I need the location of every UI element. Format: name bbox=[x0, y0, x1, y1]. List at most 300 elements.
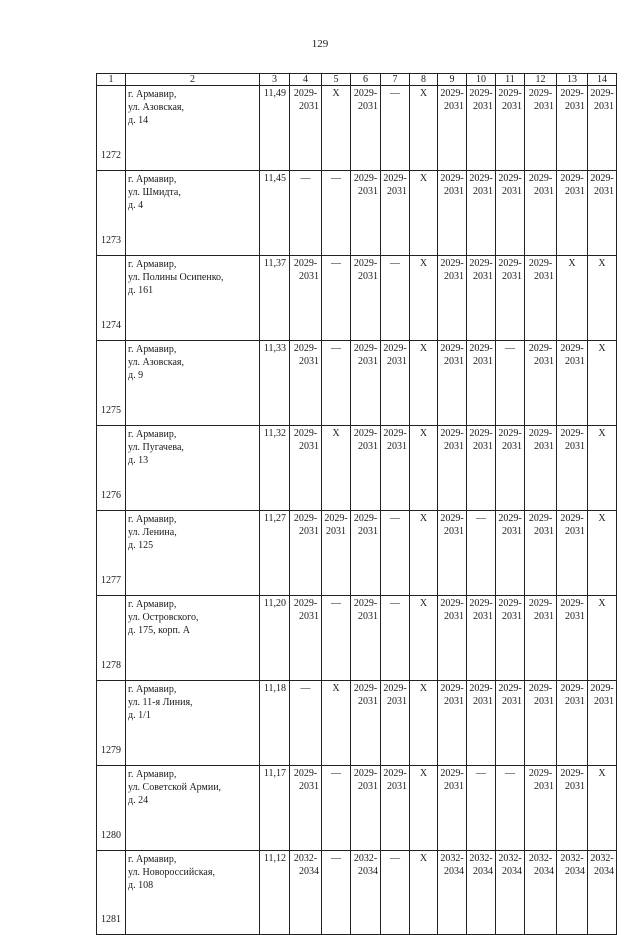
term-cell bbox=[467, 86, 496, 171]
term-value: 2031 bbox=[473, 101, 493, 112]
term-value: 2031 bbox=[565, 101, 585, 112]
term-value: — bbox=[476, 768, 486, 779]
term-value: 2031 bbox=[299, 101, 319, 112]
term-cell bbox=[322, 86, 351, 171]
area-cell: 11,12 bbox=[260, 851, 290, 935]
term-value: 2029- bbox=[353, 343, 378, 354]
term-cell bbox=[438, 256, 467, 341]
address-cell bbox=[126, 681, 260, 766]
term-value: 2032- bbox=[590, 853, 614, 864]
address-line: г. Армавир, bbox=[128, 429, 177, 440]
term-cell bbox=[467, 341, 496, 426]
address-line: г. Армавир, bbox=[128, 89, 177, 100]
term-cell bbox=[351, 341, 381, 426]
table-row bbox=[97, 851, 617, 935]
term-cell bbox=[496, 341, 525, 426]
address-line: г. Армавир, bbox=[128, 684, 177, 695]
term-cell bbox=[557, 256, 588, 341]
term-cell bbox=[290, 426, 322, 511]
term-value: Х bbox=[419, 513, 428, 524]
term-value: 2034 bbox=[534, 866, 554, 877]
address-line: ул. Азовская, bbox=[128, 102, 185, 113]
term-value: 2029- bbox=[469, 173, 493, 184]
term-cell bbox=[290, 341, 322, 426]
term-value: Х bbox=[419, 343, 428, 354]
term-cell bbox=[410, 596, 438, 681]
term-value: — bbox=[505, 343, 515, 354]
term-cell bbox=[351, 681, 381, 766]
term-cell bbox=[525, 511, 557, 596]
term-value: 2029- bbox=[353, 683, 378, 694]
term-value: 2029- bbox=[293, 343, 318, 354]
term-value: 2031 bbox=[358, 101, 378, 112]
term-value: 2031 bbox=[358, 611, 378, 622]
address-cell bbox=[126, 511, 260, 596]
table-row bbox=[97, 766, 617, 851]
term-cell bbox=[588, 851, 617, 935]
term-cell bbox=[290, 256, 322, 341]
term-value: 2031 bbox=[358, 271, 378, 282]
term-value: 2029- bbox=[560, 598, 584, 609]
term-cell bbox=[588, 596, 617, 681]
term-value: 2034 bbox=[358, 866, 378, 877]
term-value: Х bbox=[419, 853, 428, 864]
term-value: — bbox=[476, 513, 486, 524]
term-value: Х bbox=[598, 343, 606, 354]
term-value: 2032- bbox=[498, 853, 522, 864]
column-header: 14 bbox=[588, 74, 617, 86]
term-value: 2031 bbox=[534, 781, 554, 792]
table-row bbox=[97, 171, 617, 256]
term-value: 2031 bbox=[473, 186, 493, 197]
term-cell bbox=[467, 851, 496, 935]
term-cell bbox=[496, 511, 525, 596]
term-value: 2029- bbox=[293, 513, 318, 524]
term-value: 2031 bbox=[299, 781, 319, 792]
term-cell bbox=[322, 341, 351, 426]
term-value: 2031 bbox=[387, 781, 407, 792]
term-cell bbox=[438, 341, 467, 426]
term-value: 2031 bbox=[473, 271, 493, 282]
term-value: 2031 bbox=[594, 186, 614, 197]
term-value: 2029- bbox=[528, 88, 553, 99]
address-line: д. 4 bbox=[128, 200, 144, 211]
address-line: д. 1/1 bbox=[128, 710, 151, 721]
row-number: 1280 bbox=[97, 766, 126, 851]
term-cell bbox=[290, 851, 322, 935]
term-value: 2029- bbox=[528, 258, 553, 269]
term-value: 2029- bbox=[353, 768, 378, 779]
term-cell bbox=[381, 341, 410, 426]
term-cell bbox=[525, 341, 557, 426]
term-cell bbox=[351, 851, 381, 935]
term-cell bbox=[410, 86, 438, 171]
term-value: 2032- bbox=[560, 853, 584, 864]
address-line: д. 108 bbox=[128, 880, 154, 891]
column-header: 11 bbox=[496, 74, 525, 86]
term-value: 2031 bbox=[444, 186, 464, 197]
table-row bbox=[97, 256, 617, 341]
address-line: ул. Ленина, bbox=[128, 527, 177, 538]
term-value: 2032- bbox=[293, 853, 318, 864]
term-value: 2031 bbox=[444, 526, 464, 537]
address-line: г. Армавир, bbox=[128, 174, 177, 185]
column-header: 4 bbox=[290, 74, 322, 86]
term-value: 2031 bbox=[387, 186, 407, 197]
address-cell bbox=[126, 256, 260, 341]
term-value: 2031 bbox=[565, 186, 585, 197]
term-value: 2029- bbox=[498, 428, 522, 439]
term-value: 2029- bbox=[498, 173, 522, 184]
term-value: 2029- bbox=[590, 683, 614, 694]
term-value: — bbox=[331, 343, 341, 354]
column-header-row bbox=[97, 74, 617, 86]
term-value: 2031 bbox=[502, 441, 522, 452]
term-value: 2031 bbox=[358, 526, 378, 537]
term-cell bbox=[496, 851, 525, 935]
term-cell bbox=[467, 426, 496, 511]
term-cell bbox=[410, 426, 438, 511]
term-cell bbox=[410, 851, 438, 935]
term-cell bbox=[322, 596, 351, 681]
address-line: ул. Новороссийская, bbox=[128, 867, 215, 878]
term-value: 2031 bbox=[387, 441, 407, 452]
term-value: 2034 bbox=[502, 866, 522, 877]
term-value: 2029- bbox=[293, 258, 318, 269]
term-value: — bbox=[390, 258, 400, 269]
term-value: Х bbox=[598, 428, 606, 439]
address-cell bbox=[126, 86, 260, 171]
term-value: 2031 bbox=[444, 101, 464, 112]
address-line: д. 9 bbox=[128, 370, 144, 381]
term-cell bbox=[525, 596, 557, 681]
term-cell bbox=[557, 766, 588, 851]
term-cell bbox=[290, 511, 322, 596]
term-value: 2029- bbox=[383, 428, 407, 439]
term-value: 2031 bbox=[534, 186, 554, 197]
term-value: 2031 bbox=[444, 696, 464, 707]
term-value: 2031 bbox=[473, 611, 493, 622]
term-value: 2029- bbox=[560, 768, 584, 779]
term-value: 2031 bbox=[358, 186, 378, 197]
term-value: 2029-2031 bbox=[324, 513, 348, 537]
term-cell bbox=[290, 86, 322, 171]
term-cell bbox=[557, 596, 588, 681]
term-cell bbox=[351, 766, 381, 851]
term-cell bbox=[438, 596, 467, 681]
term-cell bbox=[410, 171, 438, 256]
term-value: 2029- bbox=[498, 88, 522, 99]
term-cell bbox=[467, 256, 496, 341]
term-value: Х bbox=[332, 88, 340, 99]
term-value: 2029- bbox=[469, 88, 493, 99]
term-cell bbox=[410, 511, 438, 596]
term-value: — bbox=[331, 173, 341, 184]
term-value: 2029- bbox=[353, 428, 378, 439]
term-cell bbox=[290, 596, 322, 681]
term-cell bbox=[438, 426, 467, 511]
term-value: 2029- bbox=[383, 343, 407, 354]
term-value: 2031 bbox=[444, 271, 464, 282]
column-header: 9 bbox=[438, 74, 467, 86]
column-header: 12 bbox=[525, 74, 557, 86]
term-value: Х bbox=[598, 768, 606, 779]
term-value: Х bbox=[419, 428, 428, 439]
term-value: Х bbox=[419, 683, 428, 694]
term-value: 2031 bbox=[502, 526, 522, 537]
term-cell bbox=[381, 766, 410, 851]
term-value: 2029- bbox=[440, 173, 464, 184]
term-value: 2029- bbox=[560, 88, 584, 99]
term-cell bbox=[557, 341, 588, 426]
term-cell bbox=[557, 171, 588, 256]
term-value: 2029- bbox=[469, 428, 493, 439]
address-line: д. 13 bbox=[128, 455, 149, 466]
term-value: 2029- bbox=[353, 88, 378, 99]
term-value: 2029- bbox=[469, 343, 493, 354]
term-cell bbox=[557, 681, 588, 766]
term-cell bbox=[322, 681, 351, 766]
address-line: ул. Азовская, bbox=[128, 357, 185, 368]
term-cell bbox=[438, 766, 467, 851]
term-value: Х bbox=[419, 258, 428, 269]
term-value: 2029- bbox=[353, 258, 378, 269]
term-value: 2029- bbox=[560, 683, 584, 694]
area-cell: 11,17 bbox=[260, 766, 290, 851]
term-cell bbox=[496, 596, 525, 681]
address-line: ул. Полины Осипенко, bbox=[128, 272, 224, 283]
term-value: 2031 bbox=[444, 781, 464, 792]
address-cell bbox=[126, 426, 260, 511]
term-value: 2031 bbox=[444, 356, 464, 367]
term-value: 2029- bbox=[528, 343, 553, 354]
term-cell bbox=[438, 86, 467, 171]
term-cell bbox=[438, 851, 467, 935]
term-value: 2031 bbox=[358, 696, 378, 707]
address-line: г. Армавир, bbox=[128, 259, 177, 270]
term-value: 2029- bbox=[560, 513, 584, 524]
term-value: 2031 bbox=[565, 356, 585, 367]
address-cell bbox=[126, 766, 260, 851]
term-cell bbox=[322, 511, 351, 596]
term-value: 2031 bbox=[299, 526, 319, 537]
term-value: 2031 bbox=[502, 611, 522, 622]
row-number: 1278 bbox=[97, 596, 126, 681]
term-cell bbox=[525, 681, 557, 766]
address-line: ул. 11-я Линия, bbox=[128, 697, 193, 708]
term-cell bbox=[496, 426, 525, 511]
table-row bbox=[97, 86, 617, 171]
row-number: 1273 bbox=[97, 171, 126, 256]
term-value: 2029- bbox=[528, 428, 553, 439]
term-value: 2034 bbox=[565, 866, 585, 877]
term-cell bbox=[410, 341, 438, 426]
term-value: 2031 bbox=[565, 441, 585, 452]
term-value: 2029- bbox=[293, 768, 318, 779]
address-line: г. Армавир, bbox=[128, 854, 177, 865]
row-number: 1275 bbox=[97, 341, 126, 426]
column-header: 7 bbox=[381, 74, 410, 86]
term-cell bbox=[467, 681, 496, 766]
term-cell bbox=[351, 511, 381, 596]
column-header: 13 bbox=[557, 74, 588, 86]
term-cell bbox=[588, 426, 617, 511]
term-value: 2029- bbox=[498, 513, 522, 524]
term-value: 2031 bbox=[565, 611, 585, 622]
term-cell bbox=[410, 256, 438, 341]
term-value: 2031 bbox=[444, 611, 464, 622]
term-cell bbox=[381, 426, 410, 511]
term-cell bbox=[290, 681, 322, 766]
term-value: 2031 bbox=[358, 356, 378, 367]
term-cell bbox=[588, 766, 617, 851]
term-cell bbox=[381, 681, 410, 766]
area-cell: 11,20 bbox=[260, 596, 290, 681]
term-cell bbox=[290, 766, 322, 851]
address-cell bbox=[126, 341, 260, 426]
address-line: д. 14 bbox=[128, 115, 149, 126]
address-line: г. Армавир, bbox=[128, 514, 177, 525]
term-value: 2031 bbox=[534, 611, 554, 622]
term-value: 2029- bbox=[590, 88, 614, 99]
term-value: 2029- bbox=[293, 598, 318, 609]
term-cell bbox=[588, 681, 617, 766]
address-line: г. Армавир, bbox=[128, 599, 177, 610]
term-value: 2029- bbox=[528, 598, 553, 609]
table-row bbox=[97, 341, 617, 426]
term-value: 2029- bbox=[469, 258, 493, 269]
term-cell bbox=[525, 766, 557, 851]
term-value: 2031 bbox=[299, 441, 319, 452]
term-value: 2029- bbox=[440, 513, 464, 524]
term-value: 2029- bbox=[353, 513, 378, 524]
term-value: 2031 bbox=[594, 696, 614, 707]
term-cell bbox=[322, 171, 351, 256]
term-value: — bbox=[390, 88, 400, 99]
term-cell bbox=[381, 511, 410, 596]
term-cell bbox=[381, 851, 410, 935]
term-cell bbox=[410, 766, 438, 851]
term-value: 2029- bbox=[353, 598, 378, 609]
column-header: 8 bbox=[410, 74, 438, 86]
term-value: 2029- bbox=[383, 768, 407, 779]
term-value: — bbox=[300, 683, 311, 694]
term-value: 2029- bbox=[440, 768, 464, 779]
term-value: 2032- bbox=[440, 853, 464, 864]
term-value: Х bbox=[598, 513, 606, 524]
term-cell bbox=[525, 86, 557, 171]
term-value: 2031 bbox=[502, 101, 522, 112]
term-value: Х bbox=[568, 258, 576, 269]
term-value: 2031 bbox=[387, 356, 407, 367]
term-value: 2034 bbox=[594, 866, 614, 877]
term-value: 2034 bbox=[444, 866, 464, 877]
address-line: д. 175, корп. А bbox=[128, 625, 191, 636]
term-value: Х bbox=[332, 428, 340, 439]
term-cell bbox=[290, 171, 322, 256]
term-value: 2029- bbox=[498, 598, 522, 609]
term-cell bbox=[381, 596, 410, 681]
term-cell bbox=[496, 171, 525, 256]
address-line: д. 125 bbox=[128, 540, 154, 551]
term-value: 2029- bbox=[293, 428, 318, 439]
term-value: 2031 bbox=[473, 441, 493, 452]
area-cell: 11,45 bbox=[260, 171, 290, 256]
term-value: 2029- bbox=[528, 513, 553, 524]
term-cell bbox=[588, 341, 617, 426]
table-row bbox=[97, 426, 617, 511]
term-value: 2029- bbox=[590, 173, 614, 184]
column-header: 6 bbox=[351, 74, 381, 86]
address-cell bbox=[126, 851, 260, 935]
register-table bbox=[96, 73, 617, 935]
term-value: 2032- bbox=[469, 853, 493, 864]
term-value: 2029- bbox=[528, 683, 553, 694]
term-cell bbox=[351, 426, 381, 511]
term-value: 2031 bbox=[534, 441, 554, 452]
term-value: — bbox=[300, 173, 311, 184]
term-value: 2029- bbox=[440, 88, 464, 99]
address-line: г. Армавир, bbox=[128, 344, 177, 355]
row-number: 1281 bbox=[97, 851, 126, 935]
term-cell bbox=[496, 86, 525, 171]
area-cell: 11,33 bbox=[260, 341, 290, 426]
term-cell bbox=[438, 511, 467, 596]
term-value: 2031 bbox=[534, 356, 554, 367]
term-cell bbox=[467, 511, 496, 596]
term-cell bbox=[322, 426, 351, 511]
term-cell bbox=[410, 681, 438, 766]
column-header: 5 bbox=[322, 74, 351, 86]
term-value: 2029- bbox=[440, 683, 464, 694]
term-value: — bbox=[505, 768, 515, 779]
term-value: 2031 bbox=[534, 526, 554, 537]
address-line: д. 24 bbox=[128, 795, 149, 806]
address-line: ул. Советской Армии, bbox=[128, 782, 222, 793]
term-value: — bbox=[390, 513, 400, 524]
term-value: 2031 bbox=[534, 696, 554, 707]
address-line: ул. Островского, bbox=[128, 612, 199, 623]
address-cell bbox=[126, 171, 260, 256]
term-value: 2029- bbox=[498, 258, 522, 269]
term-cell bbox=[322, 851, 351, 935]
term-cell bbox=[467, 766, 496, 851]
term-value: Х bbox=[419, 768, 428, 779]
term-value: 2029- bbox=[560, 173, 584, 184]
term-cell bbox=[557, 511, 588, 596]
term-value: 2031 bbox=[299, 271, 319, 282]
term-cell bbox=[496, 256, 525, 341]
term-value: 2031 bbox=[358, 781, 378, 792]
area-cell: 11,27 bbox=[260, 511, 290, 596]
term-value: 2029- bbox=[440, 343, 464, 354]
term-value: 2029- bbox=[469, 683, 493, 694]
term-value: Х bbox=[598, 598, 606, 609]
term-value: Х bbox=[598, 258, 606, 269]
term-cell bbox=[525, 426, 557, 511]
term-value: 2031 bbox=[387, 696, 407, 707]
term-value: 2031 bbox=[502, 186, 522, 197]
term-value: 2032- bbox=[353, 853, 378, 864]
term-value: Х bbox=[419, 88, 428, 99]
term-value: 2031 bbox=[534, 101, 554, 112]
term-value: 2034 bbox=[473, 866, 493, 877]
term-value: 2029- bbox=[353, 173, 378, 184]
term-cell bbox=[588, 86, 617, 171]
term-value: 2031 bbox=[565, 526, 585, 537]
column-header: 10 bbox=[467, 74, 496, 86]
term-value: 2031 bbox=[502, 271, 522, 282]
